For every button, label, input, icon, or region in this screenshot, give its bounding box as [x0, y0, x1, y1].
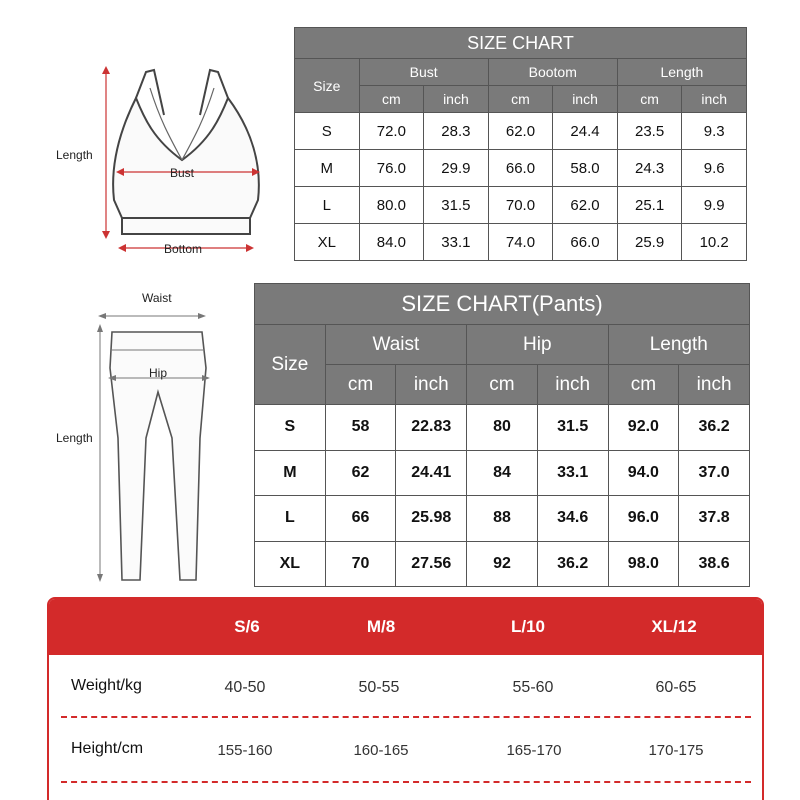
bra-row-s	[295, 113, 747, 150]
pants-value-cell: 34.6	[537, 496, 608, 542]
pants-value-cell: 31.5	[537, 405, 608, 451]
bra-value-cell: 31.5	[424, 187, 489, 224]
bra-value-cell: 9.3	[682, 113, 747, 150]
bra-value-cell: 29.9	[424, 150, 489, 187]
bra-value-cell: 10.2	[682, 224, 747, 261]
weight-value: 60-65	[655, 679, 697, 696]
weight-value: 55-60	[512, 679, 554, 696]
bra-value-cell: 24.4	[553, 113, 618, 150]
weight-label: Weight/kg	[71, 677, 142, 694]
pants-hip-label: Hip	[149, 366, 168, 380]
pants-value-cell: 92.0	[608, 405, 679, 451]
bra-value-cell: 70.0	[488, 187, 553, 224]
pants-value-cell: 80	[467, 405, 538, 451]
pants-value-cell: 70	[325, 541, 396, 587]
bra-row-l	[295, 187, 747, 224]
bra-value-cell: 28.3	[424, 113, 489, 150]
pants-row-m	[255, 450, 750, 496]
pants-chart-title: SIZE CHART(Pants)	[255, 284, 750, 325]
size-label: XL/12	[651, 617, 697, 636]
bra-value-cell: 62.0	[553, 187, 618, 224]
bra-size-cell: M	[295, 150, 360, 187]
pants-value-cell: 37.8	[679, 496, 750, 542]
pants-unit-header: cm	[467, 365, 538, 405]
pants-length-label: Length	[56, 431, 93, 445]
bra-value-cell: 62.0	[488, 113, 553, 150]
pants-unit-header: inch	[396, 365, 467, 405]
bra-length-label: Length	[56, 148, 93, 162]
bra-value-cell: 25.9	[617, 224, 682, 261]
pants-value-cell: 36.2	[679, 405, 750, 451]
height-value: 170-175	[648, 742, 704, 759]
bra-unit-header: cm	[488, 86, 553, 113]
pants-size-header: Size	[255, 325, 326, 405]
height-value: 165-170	[506, 742, 562, 759]
weight-value: 50-55	[358, 679, 400, 696]
bra-bust-label: Bust	[170, 166, 195, 180]
bra-value-cell: 58.0	[553, 150, 618, 187]
bra-value-cell: 23.5	[617, 113, 682, 150]
pants-group-waist: Waist	[325, 325, 466, 365]
pants-row-l	[255, 496, 750, 542]
pants-value-cell: 84	[467, 450, 538, 496]
bra-value-cell: 33.1	[424, 224, 489, 261]
pants-size-cell: M	[255, 450, 326, 496]
bra-unit-header: cm	[359, 86, 424, 113]
size-label: M/8	[366, 617, 396, 636]
bra-size-cell: L	[295, 187, 360, 224]
height-value: 155-160	[217, 742, 273, 759]
pants-value-cell: 33.1	[537, 450, 608, 496]
size-label: S/6	[234, 617, 260, 636]
bra-unit-header: inch	[682, 86, 747, 113]
row-divider	[61, 781, 751, 783]
bra-value-cell: 25.1	[617, 187, 682, 224]
bra-value-cell: 84.0	[359, 224, 424, 261]
pants-value-cell: 92	[467, 541, 538, 587]
bra-unit-header: inch	[424, 86, 489, 113]
bra-unit-header: cm	[617, 86, 682, 113]
pants-size-chart	[254, 283, 750, 587]
pants-row-s	[255, 405, 750, 451]
bra-illustration	[50, 60, 290, 270]
bra-value-cell: 9.9	[682, 187, 747, 224]
bra-value-cell: 66.0	[488, 150, 553, 187]
bra-row-m	[295, 150, 747, 187]
pants-unit-header: cm	[325, 365, 396, 405]
bra-chart-title: SIZE CHART	[295, 28, 747, 59]
pants-value-cell: 38.6	[679, 541, 750, 587]
bra-value-cell: 74.0	[488, 224, 553, 261]
height-label: Height/cm	[71, 740, 144, 757]
bra-value-cell: 24.3	[617, 150, 682, 187]
pants-waist-label: Waist	[142, 291, 172, 305]
bra-size-chart	[294, 27, 747, 261]
pants-value-cell: 27.56	[396, 541, 467, 587]
pants-value-cell: 62	[325, 450, 396, 496]
bra-value-cell: 9.6	[682, 150, 747, 187]
pants-unit-header: cm	[608, 365, 679, 405]
bra-size-header: Size	[295, 59, 360, 113]
pants-value-cell: 98.0	[608, 541, 679, 587]
pants-value-cell: 36.2	[537, 541, 608, 587]
weight-height-header	[49, 599, 762, 655]
bra-value-cell: 66.0	[553, 224, 618, 261]
size-label: L/10	[510, 617, 546, 636]
weight-value: 40-50	[224, 679, 266, 696]
bra-value-cell: 80.0	[359, 187, 424, 224]
bra-value-cell: 76.0	[359, 150, 424, 187]
bra-row-xl	[295, 224, 747, 261]
pants-value-cell: 66	[325, 496, 396, 542]
pants-value-cell: 96.0	[608, 496, 679, 542]
pants-row-xl	[255, 541, 750, 587]
pants-size-cell: XL	[255, 541, 326, 587]
bra-bottom-label: Bottom	[164, 242, 203, 256]
pants-unit-header: inch	[537, 365, 608, 405]
bra-group-bust: Bust	[359, 59, 488, 86]
weight-height-panel	[47, 597, 764, 800]
bra-group-bottom: Bootom	[488, 59, 617, 86]
height-value: 160-165	[353, 742, 409, 759]
pants-value-cell: 88	[467, 496, 538, 542]
pants-value-cell: 24.41	[396, 450, 467, 496]
bra-value-cell: 72.0	[359, 113, 424, 150]
pants-size-cell: L	[255, 496, 326, 542]
row-divider	[61, 716, 751, 718]
bra-unit-header: inch	[553, 86, 618, 113]
bra-group-length: Length	[617, 59, 746, 86]
pants-value-cell: 58	[325, 405, 396, 451]
pants-value-cell: 25.98	[396, 496, 467, 542]
bra-size-cell: S	[295, 113, 360, 150]
pants-unit-header: inch	[679, 365, 750, 405]
pants-group-hip: Hip	[467, 325, 608, 365]
pants-value-cell: 37.0	[679, 450, 750, 496]
pants-illustration	[50, 288, 250, 588]
bra-size-cell: XL	[295, 224, 360, 261]
pants-size-cell: S	[255, 405, 326, 451]
pants-value-cell: 94.0	[608, 450, 679, 496]
pants-value-cell: 22.83	[396, 405, 467, 451]
pants-group-length: Length	[608, 325, 749, 365]
